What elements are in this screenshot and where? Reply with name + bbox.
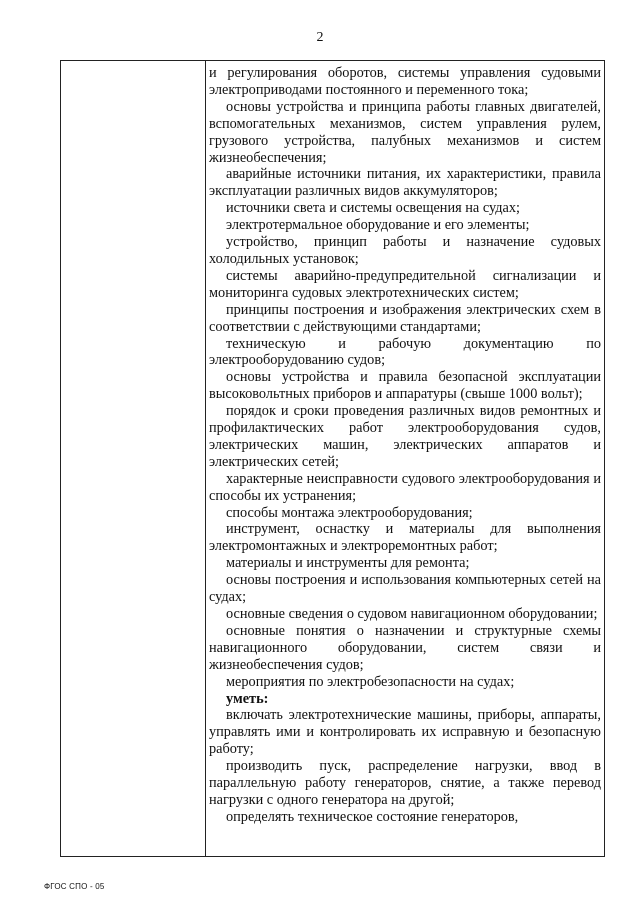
page-number: 2 [316, 30, 324, 45]
requirement-paragraph: мероприятия по электробезопасности на судах; [226, 673, 515, 690]
requirement-paragraph: характерные неисправности судового электрооборудования и способы их устранения; [209, 470, 601, 504]
requirement-paragraph: способы монтажа электрооборудования; [226, 504, 473, 521]
requirement-paragraph: производить пуск, распределение нагрузки, ввод в параллельную работу генераторов, снятие, а также перевод нагрузки с одного генератора на другой; [209, 758, 601, 808]
requirement-paragraph: основы устройства и правила безопасной эксплуатации высоковольтных приборов и аппаратуры (свыше 1000 вольт); [209, 369, 601, 403]
requirement-paragraph: и регулирования оборотов, системы управления судовыми электроприводами постоянного и переменного тока; [209, 65, 601, 98]
requirement-paragraph: определять техническое состояние генераторов, [226, 808, 519, 825]
requirement-paragraph: системы аварийно-предупредительной сигнализации и мониторинга судовых электротехнических систем; [209, 267, 601, 301]
requirement-paragraph: основные сведения о судовом навигационном оборудовании; [226, 606, 598, 622]
requirement-paragraph: принципы построения и изображения электрических схем в соответствии с действующими стандартами; [209, 301, 601, 335]
requirement-paragraph: порядок и сроки проведения различных видов ремонтных и профилактических работ электрооборудования судов, электрических машин, электрических аппаратов и электрических сетей; [209, 403, 601, 470]
requirement-paragraph: основы устройства и принципа работы главных двигателей, вспомогательных механизмов, систем управления рулем, грузового устройства, палубных механизмов и систем жизнеобеспечения; [209, 98, 601, 166]
requirement-paragraph: включать электротехнические машины, приборы, аппараты, управлять ими и контролировать их исправную и безопасную работу; [209, 707, 601, 758]
section-heading: уметь: [226, 690, 269, 707]
requirement-paragraph: материалы и инструменты для ремонта; [226, 555, 470, 572]
column-divider [205, 61, 206, 856]
requirement-paragraph: аварийные источники питания, их характеристики, правила эксплуатации различных видов аккумуляторов; [209, 166, 601, 200]
requirement-paragraph: основные понятия о назначении и структурные схемы навигационного оборудовании, систем связи и жизнеобеспечения судов; [209, 622, 601, 673]
requirement-paragraph: основы построения и использования компьютерных сетей на судах; [209, 572, 601, 606]
requirement-paragraph: инструмент, оснастку и материалы для выполнения электромонтажных и электроремонтных работ; [209, 521, 601, 555]
requirement-paragraph: техническую и рабочую документацию по электрооборудованию судов; [209, 335, 601, 369]
requirement-paragraph: электротермальное оборудование и его элементы; [226, 217, 530, 234]
document-footer: ФГОС СПО - 05 [44, 882, 105, 891]
requirements-cell [209, 65, 601, 826]
requirements-table [60, 60, 605, 857]
requirement-paragraph: устройство, принцип работы и назначение судовых холодильных установок; [209, 234, 601, 267]
requirement-paragraph: источники света и системы освещения на судах; [226, 200, 520, 217]
